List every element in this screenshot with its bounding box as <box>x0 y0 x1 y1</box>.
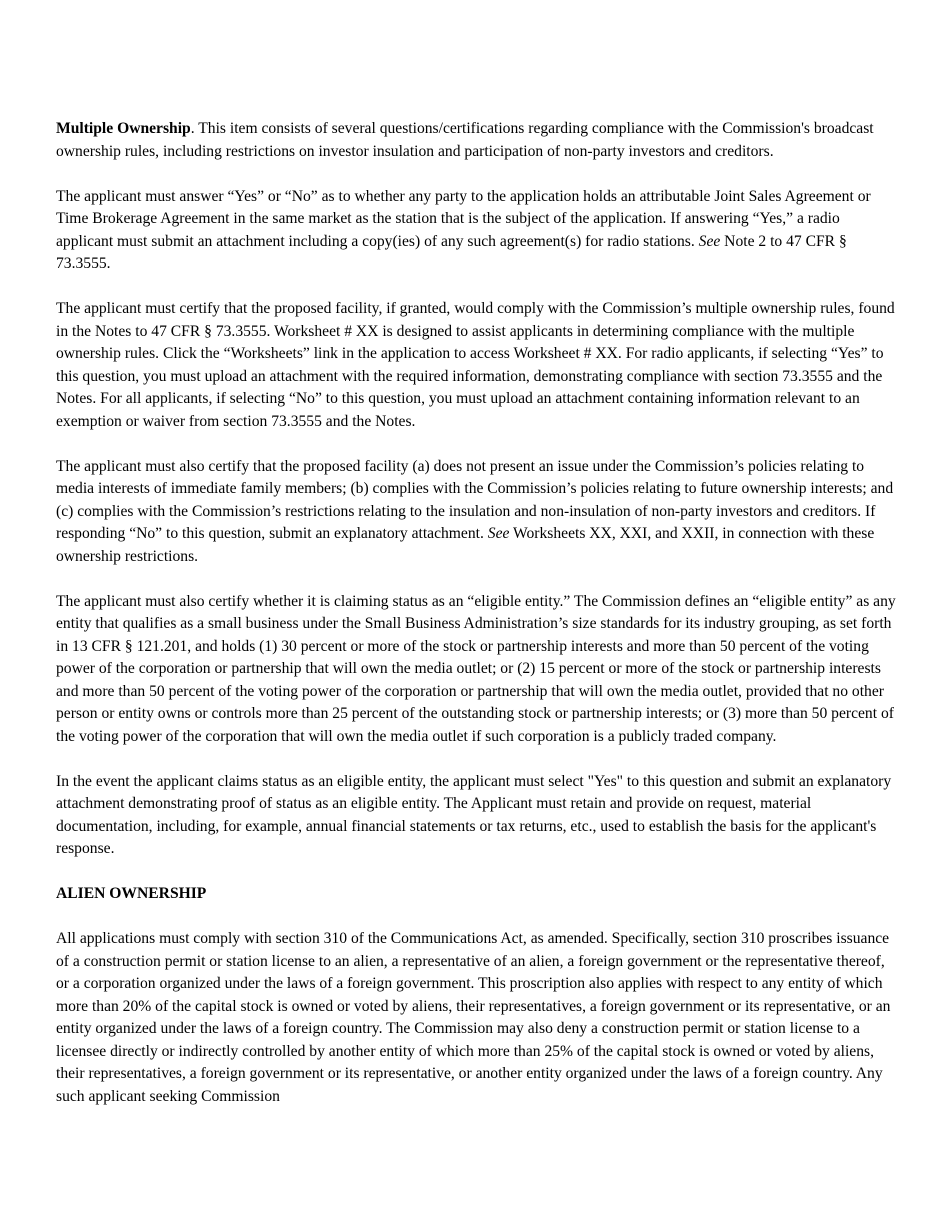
paragraph-text: In the event the applicant claims status as an eligible entity, the applicant must select "Yes" to this question and submit an explanatory attachment demonstrating proof of status as an eligible entity. The Applicant must retain and provide on request, material documentation, including, for example, annual financial statements or tax returns, etc., used to establish the basis for the applicant's response. <box>56 772 892 857</box>
paragraph-jsa-tba <box>56 186 896 276</box>
paragraph-tail: Note 2 to 47 CFR § 73.3555. <box>56 232 847 272</box>
section-heading-alien-ownership: ALIEN OWNERSHIP <box>56 885 207 902</box>
paragraph-family-interests <box>56 456 896 569</box>
multiple-ownership-lead: Multiple Ownership <box>56 120 191 137</box>
see-reference: See <box>698 232 721 250</box>
see-reference: See <box>487 525 510 542</box>
paragraph-multiple-ownership-certification <box>56 298 896 433</box>
paragraph-multiple-ownership <box>56 118 896 163</box>
paragraph-text: The applicant must answer “Yes” or “No” as to whether any party to the application holds an attributable Joint Sales Agreement or Time Brokerage Agreement in the same market as the station that is the subject of the application. If answering “Yes,” a radio applicant must submit an attachment including a copy(ies) of any such agreement(s) for radio stations. <box>56 187 871 250</box>
paragraph-text: The applicant must certify that the proposed facility, if granted, would comply with the Commission’s multiple ownership rules, found in the Notes to 47 CFR § 73.3555. Worksheet # XX is designed to assist applicants in determining compliance with the multiple ownership rules. Click the “Worksheets” link in the application to access Worksheet # XX. For radio applicants, if selecting “Yes” to this question, you must upload an attachment with the required information, demonstrating compliance with section 73.3555 and the Notes. For all applicants, if selecting “No” to this question, you must upload an attachment containing information relevant to an exemption or waiver from section 73.3555 and the Notes. <box>56 300 895 430</box>
paragraph-tail: Worksheets XX, XXI, and XXII, in connection with these ownership restrictions. <box>56 525 875 565</box>
document-page <box>56 118 896 1131</box>
paragraph-eligible-entity <box>56 591 896 749</box>
paragraph-text: The applicant must also certify whether it is claiming status as an “eligible entity.” The Commission defines an “eligible entity” as any entity that qualifies as a small business under the Small Business Administration’s size standards for its industry grouping, as set forth in 13 CFR § 121.201, and holds (1) 30 percent or more of the stock or partnership interests and more than 50 percent of the voting power of the corporation or partnership that will own the media outlet; or (2) 15 percent or more of the stock or partnership interests and more than 50 percent of the voting power of the corporation or partnership that will own the media outlet, provided that no other person or entity owns or controls more than 25 percent of the outstanding stock or partnership interests; or (3) more than 50 percent of the voting power of the corporation that will own the media outlet if such corporation is a publicly traded company. <box>56 592 896 745</box>
paragraph-alien-ownership <box>56 928 896 1108</box>
paragraph-text: . This item consists of several questions/certifications regarding compliance with the Commission's broadcast ownership rules, including restrictions on investor insulation and participation of non-party investors and creditors. <box>56 120 874 160</box>
paragraph-eligible-entity-claim <box>56 771 896 861</box>
paragraph-text: The applicant must also certify that the proposed facility (a) does not present an issue under the Commission’s policies relating to media interests of immediate family members; (b) complies with the Commission’s policies relating to future ownership interests; and (c) complies with the Commission’s restrictions relating to the insulation and non-insulation of non-party investors and creditors. If responding “No” to this question, submit an explanatory attachment. <box>56 457 894 542</box>
paragraph-text: All applications must comply with section 310 of the Communications Act, as amended. Specifically, section 310 proscribes issuance of a construction permit or station license to an alien, a representative of an alien, a foreign government or the representative thereof, or a corporation organized under the laws of a foreign government. This proscription also applies with respect to any entity of which more than 20% of the capital stock is owned or voted by aliens, their representatives, a foreign government or its representative, or an entity organized under the laws of a foreign country. The Commission may also deny a construction permit or station license to a licensee directly or indirectly controlled by another entity of which more than 25% of the capital stock is owned or voted by aliens, their representatives, a foreign government or its representative, or another entity organized under the laws of a foreign country. Any such applicant seeking Commission <box>56 930 891 1105</box>
